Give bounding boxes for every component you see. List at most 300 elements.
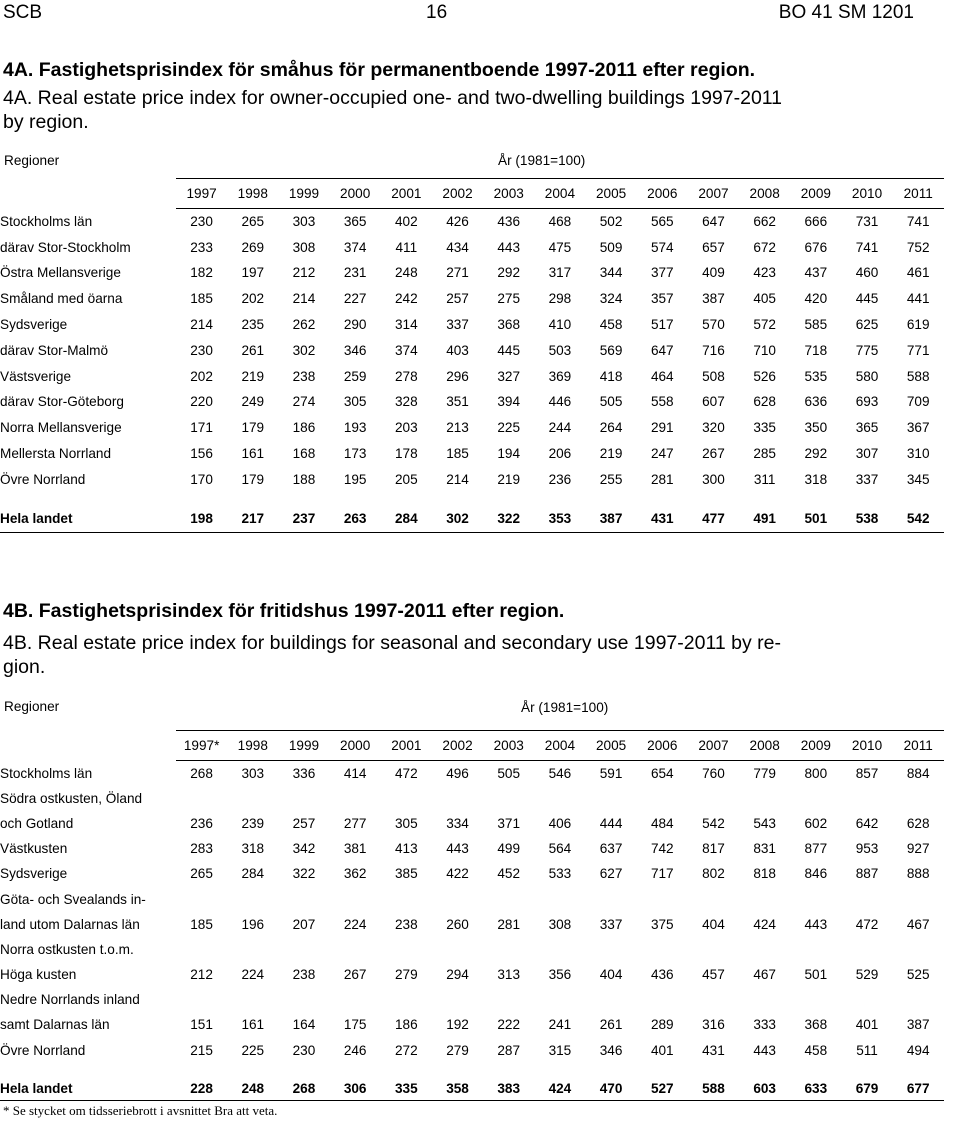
cell-value: 267: [343, 967, 367, 983]
cell-value: 196: [241, 916, 265, 932]
cell-value: 171: [190, 420, 213, 436]
cell-value: 443: [753, 1042, 776, 1058]
cell-value: 324: [599, 291, 623, 307]
cell-value: 247: [650, 446, 674, 462]
cell-value: [381, 987, 432, 1012]
cell-value: 403: [446, 342, 469, 358]
cell-value: [790, 786, 841, 811]
table-row: [0, 886, 944, 911]
cell-value: 367: [906, 420, 930, 436]
table-row: [0, 466, 944, 492]
row-label: Höga kusten: [0, 967, 77, 983]
cell-value: 709: [906, 394, 930, 410]
cell-value: 281: [497, 916, 521, 932]
cell-value: 333: [753, 1017, 776, 1033]
cell-value: [483, 987, 534, 1012]
cell-value: 305: [395, 815, 418, 831]
cell-value: 472: [855, 916, 879, 932]
cell-value: 884: [906, 765, 930, 781]
cell-value: 802: [702, 866, 725, 882]
cell-value: [381, 937, 432, 962]
total-value: 358: [432, 1076, 483, 1101]
cell-value: 411: [395, 239, 418, 255]
cell-value: 182: [190, 265, 213, 281]
cell-value: 731: [855, 213, 879, 229]
cell-value: 320: [702, 420, 725, 436]
cell-value: 657: [702, 239, 725, 255]
cell-value: 235: [241, 317, 265, 333]
year-label: 2009: [790, 179, 841, 209]
cell-value: [739, 987, 790, 1012]
year-label: 2001: [381, 179, 432, 209]
cell-value: 570: [702, 317, 725, 333]
cell-value: 431: [702, 1042, 725, 1058]
table-b-title-sv: 4B. Fastighetsprisindex för fritidshus 1997-2011 efter region.: [3, 600, 565, 622]
cell-value: 927: [906, 841, 930, 857]
cell-value: [227, 987, 278, 1012]
table-b-region-header: Regioner: [4, 699, 60, 714]
cell-value: 401: [855, 1017, 879, 1033]
year-label: 1997: [176, 179, 227, 209]
year-label: 2006: [637, 731, 688, 761]
cell-value: 351: [446, 394, 469, 410]
cell-value: 193: [343, 420, 367, 436]
table-a-title-en-line2: by region.: [3, 111, 89, 133]
cell-value: 517: [650, 317, 674, 333]
table-a-region-header: Regioner: [4, 153, 60, 168]
cell-value: 775: [855, 342, 879, 358]
cell-value: 467: [906, 916, 930, 932]
cell-value: 317: [548, 265, 572, 281]
cell-value: [586, 886, 637, 911]
total-value: 263: [330, 506, 381, 532]
cell-value: 238: [292, 967, 316, 983]
cell-value: [637, 786, 688, 811]
cell-value: 214: [190, 317, 213, 333]
row-label: Västsverige: [0, 368, 72, 384]
page-header: [0, 0, 960, 28]
year-label: 2011: [893, 179, 944, 209]
cell-value: 672: [753, 239, 776, 255]
cell-value: 385: [395, 866, 418, 882]
cell-value: 291: [650, 420, 674, 436]
total-value: 527: [637, 1076, 688, 1101]
table-row: [0, 1038, 944, 1063]
cell-value: 591: [599, 765, 623, 781]
cell-value: 742: [650, 841, 674, 857]
cell-value: 445: [855, 291, 879, 307]
cell-value: 887: [855, 866, 879, 882]
year-label: 2007: [688, 731, 739, 761]
cell-value: [841, 886, 892, 911]
cell-value: 627: [599, 866, 623, 882]
cell-value: 402: [395, 213, 418, 229]
cell-value: 505: [599, 394, 623, 410]
cell-value: 185: [190, 916, 213, 932]
cell-value: 654: [650, 765, 674, 781]
year-label: 1998: [227, 731, 278, 761]
cell-value: 718: [804, 342, 828, 358]
cell-value: 484: [650, 815, 674, 831]
cell-value: 436: [497, 213, 521, 229]
cell-value: [739, 937, 790, 962]
row-label: Sydsverige: [0, 866, 68, 882]
cell-value: 300: [702, 471, 725, 487]
table-row: [0, 337, 944, 363]
cell-value: [432, 886, 483, 911]
cell-value: 580: [855, 368, 879, 384]
cell-value: 175: [343, 1017, 367, 1033]
report-id: BO 41 SM 1201: [778, 2, 914, 23]
cell-value: [893, 886, 944, 911]
total-value: 431: [637, 506, 688, 532]
year-label: 2010: [841, 179, 892, 209]
cell-value: 350: [804, 420, 828, 436]
cell-value: 219: [241, 368, 265, 384]
cell-value: 346: [343, 342, 367, 358]
cell-value: 588: [906, 368, 930, 384]
table-row: [0, 209, 944, 235]
cell-value: [637, 937, 688, 962]
cell-value: 779: [753, 765, 776, 781]
cell-value: 574: [650, 239, 674, 255]
cell-value: 752: [906, 239, 930, 255]
cell-value: 303: [241, 765, 265, 781]
row-label: Sydsverige: [0, 317, 68, 333]
cell-value: 185: [190, 291, 213, 307]
total-value: 470: [586, 1076, 637, 1101]
year-label: 2006: [637, 179, 688, 209]
cell-value: 197: [241, 265, 265, 281]
cell-value: 311: [753, 471, 776, 487]
table-row: [0, 861, 944, 886]
cell-value: 249: [241, 394, 265, 410]
cell-value: [278, 886, 329, 911]
total-value: 677: [893, 1076, 944, 1101]
cell-value: [688, 937, 739, 962]
cell-value: 206: [548, 446, 572, 462]
cell-value: [227, 886, 278, 911]
cell-value: 642: [855, 815, 879, 831]
cell-value: 219: [497, 471, 521, 487]
cell-value: 231: [343, 265, 367, 281]
cell-value: [227, 786, 278, 811]
cell-value: 509: [599, 239, 623, 255]
year-label: 1999: [278, 731, 329, 761]
cell-value: 569: [599, 342, 623, 358]
cell-value: 413: [395, 841, 418, 857]
cell-value: 345: [906, 471, 930, 487]
cell-value: 800: [804, 765, 828, 781]
year-label: 2004: [534, 731, 585, 761]
cell-value: 374: [343, 239, 367, 255]
cell-value: 526: [753, 368, 776, 384]
cell-value: 409: [702, 265, 725, 281]
cell-value: 818: [753, 866, 776, 882]
row-label: Småland med öarna: [0, 291, 123, 307]
cell-value: [534, 886, 585, 911]
row-label: land utom Dalarnas län: [0, 916, 140, 932]
row-label: därav Stor-Stockholm: [0, 239, 131, 255]
cell-value: 460: [855, 265, 879, 281]
cell-value: 264: [599, 420, 623, 436]
cell-value: 888: [906, 866, 930, 882]
year-label: 2008: [739, 179, 790, 209]
total-value: 322: [483, 506, 534, 532]
cell-value: 406: [548, 815, 572, 831]
year-label: 2011: [893, 731, 944, 761]
cell-value: 151: [190, 1017, 213, 1033]
cell-value: 414: [343, 765, 367, 781]
cell-value: 327: [497, 368, 521, 384]
cell-value: 328: [395, 394, 418, 410]
year-label: 1998: [227, 179, 278, 209]
cell-value: 405: [753, 291, 776, 307]
cell-value: 302: [292, 342, 316, 358]
cell-value: [483, 886, 534, 911]
table-row: [0, 962, 944, 987]
cell-value: 628: [906, 815, 930, 831]
cell-value: 444: [599, 815, 623, 831]
cell-value: 404: [599, 967, 623, 983]
cell-value: 647: [650, 342, 674, 358]
cell-value: 368: [497, 317, 521, 333]
cell-value: 212: [190, 967, 213, 983]
table-b-title-en-line1: 4B. Real estate price index for buildings for seasonal and secondary use 1997-2011 by re-: [3, 632, 781, 654]
total-value: 306: [330, 1076, 381, 1101]
cell-value: 502: [599, 213, 623, 229]
cell-value: 501: [804, 967, 828, 983]
total-label: Hela landet: [0, 1076, 176, 1101]
row-label: därav Stor-Malmö: [0, 342, 109, 358]
cell-value: 277: [343, 815, 367, 831]
cell-value: [534, 937, 585, 962]
cell-value: 676: [804, 239, 828, 255]
cell-value: 292: [804, 446, 828, 462]
cell-value: 564: [548, 841, 572, 857]
cell-value: [176, 937, 227, 962]
cell-value: 377: [650, 265, 674, 281]
cell-value: [841, 987, 892, 1012]
cell-value: 461: [906, 265, 930, 281]
cell-value: 296: [446, 368, 469, 384]
total-value: 679: [841, 1076, 892, 1101]
cell-value: 238: [395, 916, 418, 932]
cell-value: 248: [395, 265, 418, 281]
cell-value: 424: [753, 916, 776, 932]
year-header-row: [0, 731, 944, 761]
cell-value: 404: [702, 916, 725, 932]
cell-value: 619: [906, 317, 930, 333]
cell-value: 817: [702, 841, 725, 857]
cell-value: 236: [548, 471, 572, 487]
cell-value: 565: [650, 213, 674, 229]
total-value: 268: [278, 1076, 329, 1101]
cell-value: 308: [292, 239, 316, 255]
cell-value: 214: [292, 291, 316, 307]
cell-value: [432, 987, 483, 1012]
cell-value: 607: [702, 394, 725, 410]
cell-value: 446: [548, 394, 572, 410]
cell-value: 420: [804, 291, 828, 307]
cell-value: [790, 886, 841, 911]
total-value: 228: [176, 1076, 227, 1101]
cell-value: 173: [343, 446, 367, 462]
cell-value: 472: [395, 765, 418, 781]
year-label: 1997*: [176, 731, 227, 761]
cell-value: [278, 937, 329, 962]
cell-value: [176, 786, 227, 811]
row-label: Södra ostkusten, Öland: [0, 790, 143, 806]
cell-value: 314: [395, 317, 418, 333]
cell-value: 418: [599, 368, 623, 384]
cell-value: [534, 786, 585, 811]
cell-value: 458: [599, 317, 623, 333]
cell-value: [841, 937, 892, 962]
cell-value: 188: [292, 471, 316, 487]
row-label: därav Stor-Göteborg: [0, 394, 124, 410]
row-label: Östra Mellansverige: [0, 265, 121, 281]
cell-value: 279: [395, 967, 418, 983]
total-row: [0, 506, 944, 532]
cell-value: 265: [190, 866, 213, 882]
cell-value: 533: [548, 866, 572, 882]
cell-value: 285: [753, 446, 776, 462]
cell-value: 202: [241, 291, 265, 307]
cell-value: 457: [702, 967, 725, 983]
cell-value: 318: [804, 471, 828, 487]
cell-value: 468: [548, 213, 572, 229]
cell-value: 230: [190, 342, 213, 358]
page-number: 16: [426, 2, 448, 23]
year-label: 2010: [841, 731, 892, 761]
table-a-year-header: År (1981=100): [498, 153, 586, 168]
cell-value: [893, 987, 944, 1012]
cell-value: 422: [446, 866, 469, 882]
cell-value: [381, 786, 432, 811]
cell-value: 337: [446, 317, 469, 333]
total-value: 198: [176, 506, 227, 532]
row-label: Norra ostkusten t.o.m.: [0, 941, 134, 957]
cell-value: 219: [599, 446, 623, 462]
total-value: 491: [739, 506, 790, 532]
cell-value: 365: [855, 420, 879, 436]
cell-value: 261: [599, 1017, 623, 1033]
cell-value: [278, 987, 329, 1012]
cell-value: 261: [241, 342, 265, 358]
cell-value: [637, 886, 688, 911]
year-label: 2009: [790, 731, 841, 761]
cell-value: 192: [446, 1017, 469, 1033]
cell-value: 771: [906, 342, 930, 358]
year-label: 2005: [586, 731, 637, 761]
year-label: 2008: [739, 731, 790, 761]
cell-value: 337: [599, 916, 623, 932]
cell-value: 225: [497, 420, 521, 436]
cell-value: 168: [292, 446, 316, 462]
row-label: Övre Norrland: [0, 471, 86, 487]
table-row: [0, 312, 944, 338]
cell-value: 236: [190, 815, 213, 831]
table-b-title-en: [3, 631, 781, 679]
cell-value: 278: [395, 368, 418, 384]
cell-value: 233: [190, 239, 213, 255]
cell-value: 186: [292, 420, 316, 436]
cell-value: [330, 937, 381, 962]
cell-value: 230: [190, 213, 213, 229]
cell-value: 271: [446, 265, 469, 281]
cell-value: 443: [446, 841, 469, 857]
spacer-row: [0, 1063, 944, 1076]
cell-value: 443: [497, 239, 521, 255]
cell-value: 227: [343, 291, 367, 307]
table-a-title-sv: 4A. Fastighetsprisindex för småhus för permanentboende 1997-2011 efter region.: [3, 59, 756, 81]
total-value: 424: [534, 1076, 585, 1101]
cell-value: 369: [548, 368, 572, 384]
cell-value: 543: [753, 815, 776, 831]
cell-value: 179: [241, 471, 265, 487]
cell-value: 238: [292, 368, 316, 384]
cell-value: [330, 786, 381, 811]
cell-value: 315: [548, 1042, 572, 1058]
cell-value: 194: [497, 446, 521, 462]
cell-value: 371: [497, 815, 521, 831]
year-label: 2002: [432, 731, 483, 761]
cell-value: 272: [395, 1042, 418, 1058]
cell-value: 230: [292, 1042, 316, 1058]
cell-value: 337: [855, 471, 879, 487]
cell-value: 494: [906, 1042, 930, 1058]
cell-value: 224: [343, 916, 367, 932]
cell-value: [227, 937, 278, 962]
table-row: [0, 937, 944, 962]
total-value: 501: [790, 506, 841, 532]
year-label: 2005: [586, 179, 637, 209]
cell-value: 305: [343, 394, 367, 410]
table-row: [0, 761, 944, 786]
row-label: Mellersta Norrland: [0, 446, 112, 462]
cell-value: 275: [497, 291, 521, 307]
year-label: 2003: [483, 179, 534, 209]
cell-value: 475: [548, 239, 572, 255]
cell-value: [278, 786, 329, 811]
cell-value: 602: [804, 815, 828, 831]
year-label: 2004: [534, 179, 585, 209]
table-a-title-en-line1: 4A. Real estate price index for owner-occupied one- and two-dwelling buildings 1997-2011: [3, 87, 783, 109]
cell-value: 542: [702, 815, 725, 831]
footnote: * Se stycket om tidsseriebrott i avsnittet Bra att veta.: [3, 1103, 278, 1118]
table-a-title-en: [3, 86, 782, 134]
cell-value: 186: [395, 1017, 418, 1033]
cell-value: 368: [804, 1017, 828, 1033]
total-value: 217: [227, 506, 278, 532]
cell-value: [586, 786, 637, 811]
cell-value: 401: [650, 1042, 674, 1058]
cell-value: 572: [753, 317, 776, 333]
cell-value: 857: [855, 765, 879, 781]
cell-value: [893, 937, 944, 962]
cell-value: [176, 987, 227, 1012]
table-row: [0, 786, 944, 811]
cell-value: 546: [548, 765, 572, 781]
cell-value: 467: [753, 967, 776, 983]
cell-value: 436: [650, 967, 674, 983]
cell-value: [893, 786, 944, 811]
cell-value: 741: [906, 213, 930, 229]
cell-value: 423: [753, 265, 776, 281]
total-value: 353: [534, 506, 585, 532]
cell-value: 336: [292, 765, 316, 781]
